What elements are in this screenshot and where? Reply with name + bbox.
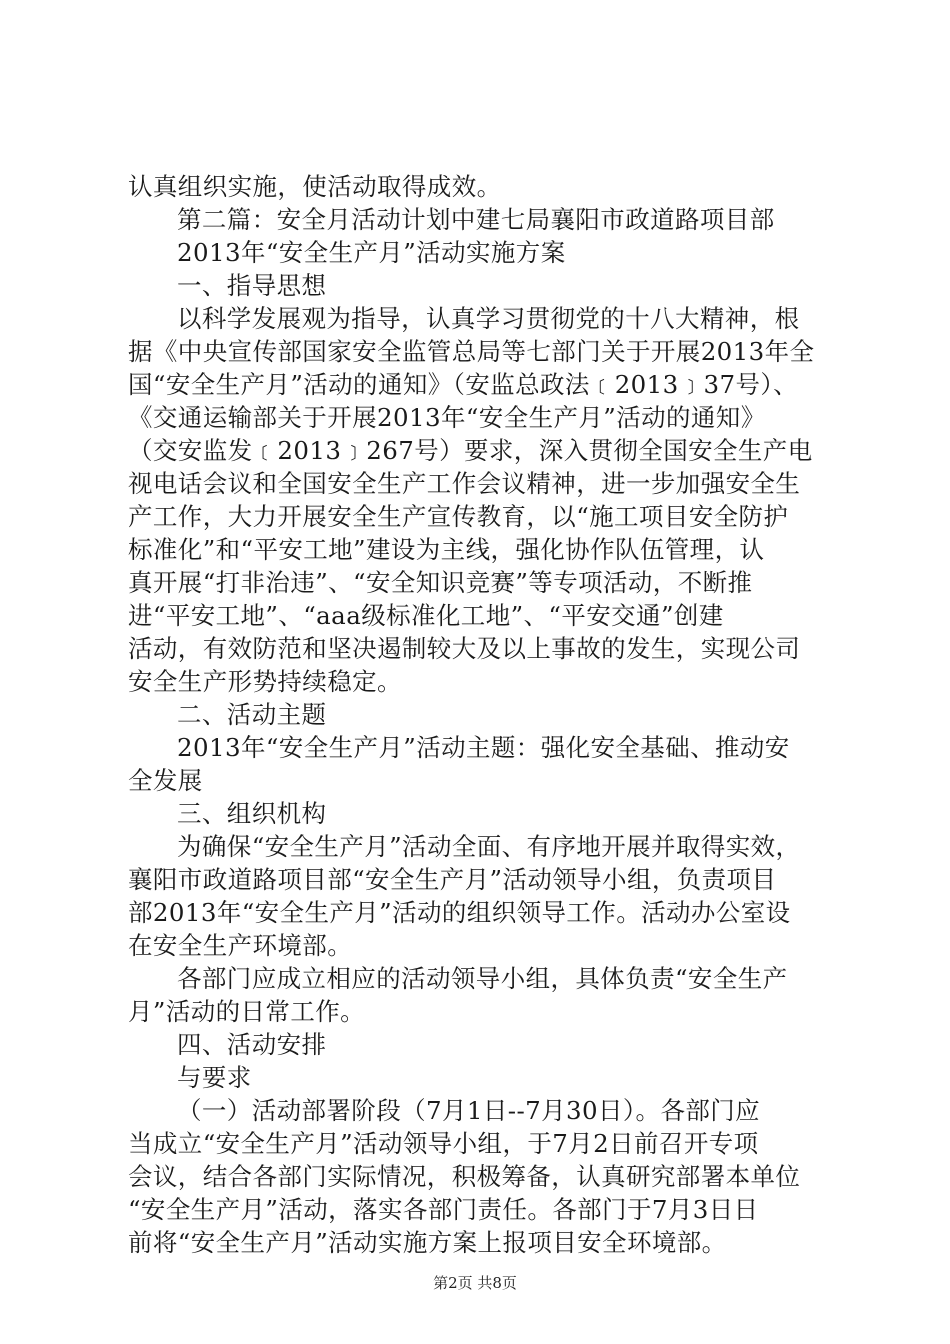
section-heading: 四、活动安排 (177, 1030, 327, 1059)
document-body (128, 170, 832, 1259)
text-line: 进“平安工地”、“aaa级标准化工地”、“平安交通”创建 (128, 601, 724, 630)
text-line: 《交通运输部关于开展2013年“安全生产月”活动的通知》 (128, 403, 766, 432)
text-line: （一）活动部署阶段（7月1日--7月30日）。各部门应 (177, 1096, 761, 1125)
section-heading: 三、组织机构 (177, 799, 327, 828)
text-line: 标准化”和“平安工地”建设为主线，强化协作队伍管理，认 (128, 535, 765, 564)
text-line: 月”活动的日常工作。 (128, 997, 366, 1026)
text-line: “安全生产月”活动，落实各部门责任。各部门于7月3日日 (128, 1195, 759, 1224)
text-line: 安全生产形势持续稳定。 (128, 667, 402, 696)
text-line: 襄阳市政道路项目部“安全生产月”活动领导小组，负责项目 (128, 865, 777, 894)
text-line: 当成立“安全生产月”活动领导小组，于7月2日前召开专项 (128, 1129, 759, 1158)
text-line: （交安监发﹝2013﹞267号）要求，深入贯彻全国安全生产电 (128, 436, 813, 465)
text-line: 在安全生产环境部。 (128, 931, 353, 960)
text-line: 前将“安全生产月”活动实施方案上报项目安全环境部。 (128, 1228, 727, 1257)
text-line: 会议，结合各部门实际情况，积极筹备，认真研究部署本单位 (128, 1162, 801, 1191)
text-line: 活动，有效防范和坚决遏制较大及以上事故的发生，实现公司 (128, 634, 801, 663)
text-line: 真开展“打非治违”、“安全知识竞赛”等专项活动，不断推 (128, 568, 753, 597)
text-line: 认真组织实施，使活动取得成效。 (128, 172, 502, 201)
text-line: 部2013年“安全生产月”活动的组织领导工作。活动办公室设 (128, 898, 791, 927)
text-line: 据《中央宣传部国家安全监管总局等七部门关于开展2013年全 (128, 337, 815, 366)
section-heading: 二、活动主题 (177, 700, 327, 729)
text-line: 全发展 (128, 766, 203, 795)
text-line: 产工作，大力开展安全生产宣传教育，以“施工项目安全防护 (128, 502, 789, 531)
text-line: 2013年“安全生产月”活动主题：强化安全基础、推动安 (177, 733, 790, 762)
text-line: 各部门应成立相应的活动领导小组，具体负责“安全生产 (177, 964, 788, 993)
text-line: 以科学发展观为指导，认真学习贯彻党的十八大精神，根 (177, 304, 800, 333)
page-footer: 第2页 共8页 (433, 1274, 517, 1292)
chapter-title: 第二篇：安全月活动计划中建七局襄阳市政道路项目部 (177, 205, 775, 234)
plan-title: 2013年“安全生产月”活动实施方案 (177, 238, 566, 267)
section-heading: 一、指导思想 (177, 271, 327, 300)
text-line: 视电话会议和全国安全生产工作会议精神，进一步加强安全生 (128, 469, 801, 498)
text-line: 国“安全生产月”活动的通知》（安监总政法﹝2013﹞37号）、 (128, 370, 798, 399)
text-line: 为确保“安全生产月”活动全面、有序地开展并取得实效， (177, 832, 801, 861)
section-heading: 与要求 (177, 1063, 252, 1092)
